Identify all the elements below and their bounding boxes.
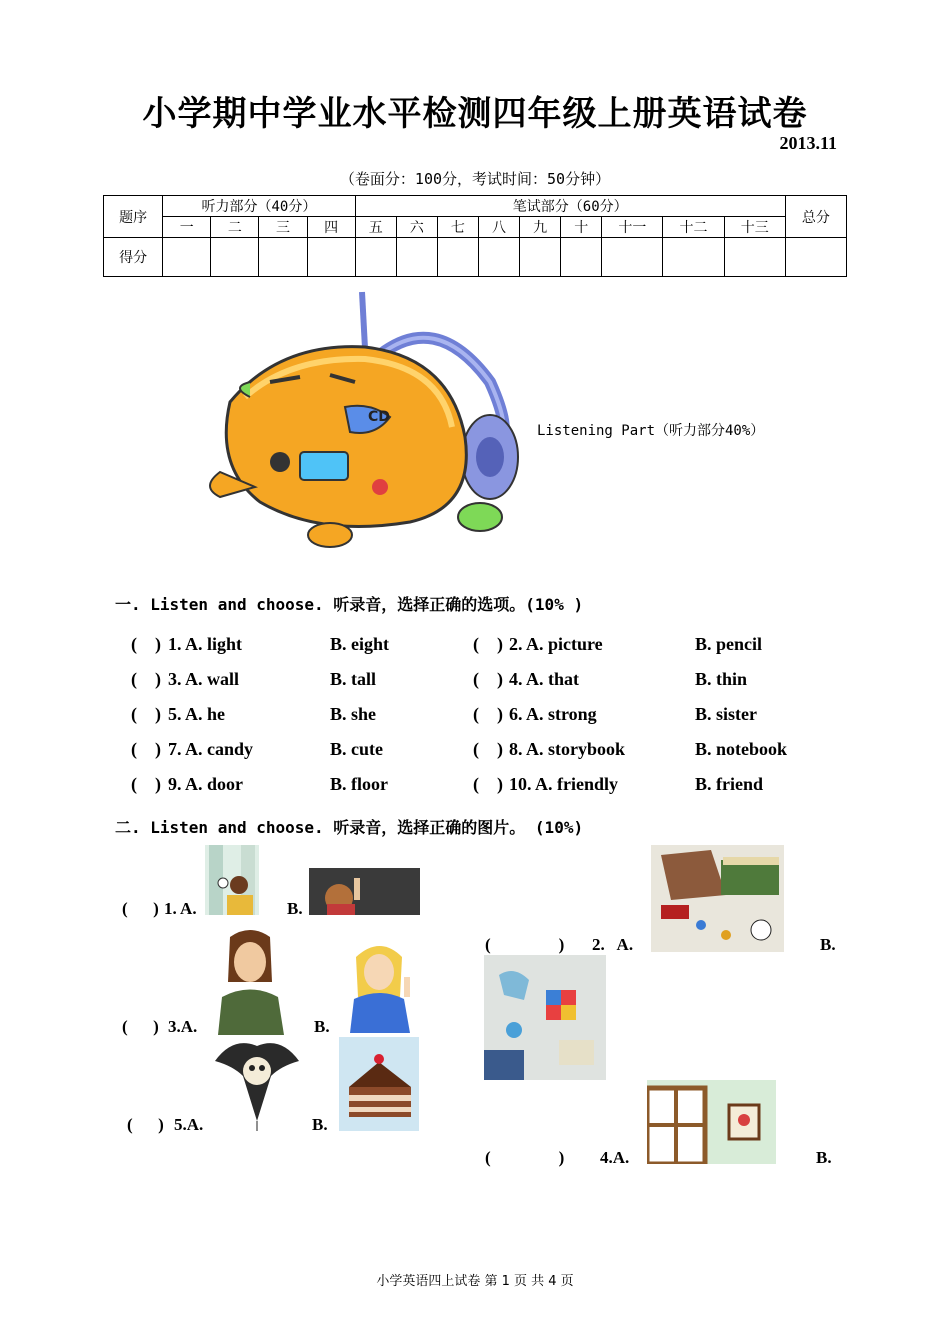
- score-cell[interactable]: [663, 238, 724, 277]
- col-header: 一: [163, 217, 211, 238]
- score-cell[interactable]: [307, 238, 355, 277]
- score-cell[interactable]: [602, 238, 663, 277]
- row-label-order: 题序: [104, 196, 163, 238]
- option-a-label: 3.A.: [168, 1017, 198, 1036]
- answer-blank[interactable]: ( ): [122, 1017, 159, 1036]
- col-header: 十三: [724, 217, 785, 238]
- option-a-label: 2. A.: [592, 935, 634, 954]
- question-option-a: 2. A. picture: [509, 634, 603, 654]
- written-group-header: 笔试部分（60分）: [355, 196, 785, 217]
- col-header: 八: [478, 217, 519, 238]
- option-b-label: B.: [820, 935, 836, 954]
- question-option-b: B. she: [330, 704, 377, 724]
- option-a-label: 5.A.: [174, 1115, 204, 1134]
- bag-and-toys-image: [651, 845, 784, 952]
- question-option-b: B. sister: [695, 704, 757, 724]
- cake-image: [339, 1037, 419, 1131]
- answer-blank[interactable]: ( ): [473, 739, 503, 759]
- answer-blank[interactable]: ( ): [473, 774, 503, 794]
- col-header: 九: [520, 217, 561, 238]
- page-title: 小学期中学业水平检测四年级上册英语试卷: [142, 94, 808, 134]
- col-header: 五: [355, 217, 396, 238]
- page-footer: 小学英语四上试卷 第 1 页 共 4 页: [376, 1274, 574, 1289]
- boy-waving-image: [205, 845, 259, 915]
- section1-heading: 一. Listen and choose. 听录音，选择正确的选项。(10% ): [115, 595, 584, 614]
- girl-blonde-image: [340, 937, 420, 1033]
- score-cell[interactable]: [163, 238, 211, 277]
- score-cell[interactable]: [478, 238, 519, 277]
- col-header: 十: [561, 217, 602, 238]
- col-header: 四: [307, 217, 355, 238]
- score-cell[interactable]: [561, 238, 602, 277]
- answer-blank[interactable]: ( ): [473, 669, 503, 689]
- question-option-a: 6. A. strong: [509, 704, 597, 724]
- question-option-a: 10. A. friendly: [509, 774, 619, 794]
- answer-blank[interactable]: ( ): [473, 634, 503, 654]
- answer-blank[interactable]: ( ): [127, 1115, 164, 1134]
- question-option-a: 8. A. storybook: [509, 739, 626, 759]
- score-cell[interactable]: [724, 238, 785, 277]
- total-header: 总分: [785, 196, 846, 238]
- section2-heading: 二. Listen and choose. 听录音，选择正确的图片。 (10%): [115, 818, 584, 837]
- question-option-b: B. floor: [330, 774, 388, 794]
- option-a-label: 1. A.: [164, 899, 197, 918]
- question-option-a: 9. A. door: [168, 774, 244, 794]
- score-cell[interactable]: [437, 238, 478, 277]
- answer-blank[interactable]: ( ): [485, 1148, 565, 1167]
- answer-blank[interactable]: ( ): [485, 935, 565, 954]
- question-option-a: 7. A. candy: [168, 739, 254, 759]
- answer-blank[interactable]: ( ): [131, 739, 161, 759]
- answer-blank[interactable]: ( ): [131, 669, 161, 689]
- col-header: 十一: [602, 217, 663, 238]
- row-label-score: 得分: [104, 238, 163, 277]
- question-option-b: B. pencil: [695, 634, 763, 654]
- svg-text:CD: CD: [368, 409, 390, 425]
- score-cell[interactable]: [259, 238, 307, 277]
- score-cell[interactable]: [211, 238, 259, 277]
- question-option-a: 5. A. he: [168, 704, 226, 724]
- window-and-picture-image: [647, 1080, 776, 1164]
- score-cell[interactable]: [785, 238, 846, 277]
- col-header: 三: [259, 217, 307, 238]
- question-option-a: 4. A. that: [509, 669, 580, 689]
- question-option-a: 1. A. light: [168, 634, 243, 654]
- listening-caption: Listening Part（听力部分40%）: [537, 423, 765, 439]
- col-header: 六: [396, 217, 437, 238]
- col-header: 二: [211, 217, 259, 238]
- girl-at-board-image: [309, 868, 420, 915]
- exam-subtitle: （卷面分：100分，考试时间：50分钟）: [339, 170, 611, 188]
- score-cell[interactable]: [396, 238, 437, 277]
- col-header: 十二: [663, 217, 724, 238]
- option-b-label: B.: [312, 1115, 328, 1134]
- answer-blank[interactable]: ( ): [131, 774, 161, 794]
- answer-blank[interactable]: ( ): [122, 899, 159, 918]
- score-table: [103, 195, 847, 277]
- boy-long-hair-image: [214, 927, 287, 1035]
- kite-image: [211, 1036, 303, 1131]
- cd-player-mascot-image: [190, 287, 530, 557]
- option-b-label: B.: [816, 1148, 832, 1167]
- score-cell[interactable]: [355, 238, 396, 277]
- question-option-b: B. thin: [695, 669, 748, 689]
- option-a-label: 4.A.: [600, 1148, 630, 1167]
- option-b-label: B.: [287, 899, 303, 918]
- listening-group-header: 听力部分（40分）: [163, 196, 356, 217]
- answer-blank[interactable]: ( ): [131, 634, 161, 654]
- exam-date: 2013.11: [779, 133, 837, 153]
- option-b-label: B.: [314, 1017, 330, 1036]
- question-option-b: B. friend: [695, 774, 764, 794]
- question-option-a: 3. A. wall: [168, 669, 240, 689]
- score-cell[interactable]: [520, 238, 561, 277]
- toys-on-wall-image: [484, 955, 606, 1080]
- col-header: 七: [437, 217, 478, 238]
- question-option-b: B. tall: [330, 669, 377, 689]
- answer-blank[interactable]: ( ): [131, 704, 161, 724]
- question-option-b: B. notebook: [695, 739, 788, 759]
- question-option-b: B. eight: [330, 634, 390, 654]
- question-option-b: B. cute: [330, 739, 383, 759]
- answer-blank[interactable]: ( ): [473, 704, 503, 724]
